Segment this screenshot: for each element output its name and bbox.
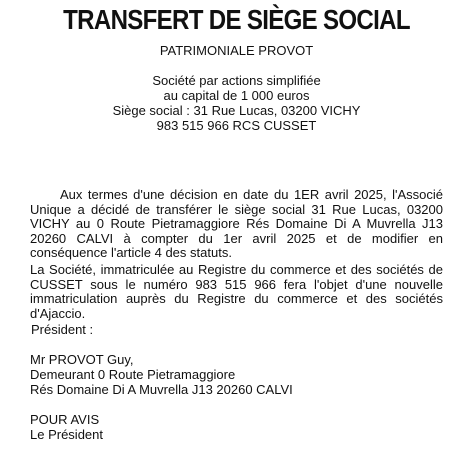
signatory-block bbox=[30, 352, 293, 397]
registration-paragraph bbox=[30, 263, 443, 321]
transfer-decision-paragraph bbox=[30, 188, 443, 261]
closing-signatory-title: Le Président bbox=[30, 427, 103, 442]
share-capital: au capital de 1 000 euros bbox=[163, 88, 310, 103]
registered-office: Siège social : 31 Rue Lucas, 03200 VICHY bbox=[112, 103, 361, 118]
closing-block bbox=[30, 412, 103, 442]
pour-avis: POUR AVIS bbox=[30, 412, 100, 427]
president-label: Président : bbox=[31, 322, 94, 337]
notice-title: TRANSFERT DE SIÈGE SOCIAL bbox=[63, 4, 410, 35]
transfer-decision-text: Aux termes d'une décision en date du 1ER avril 2025, l'Associé Unique a décidé de transférer le siège social 31 Rue Lucas, 03200 VICHY au 0 Route Pietramaggiore Rés Domaine Di A Muvrella J13 20260 CALVI à compter du 1er avril 2025 et de modifier en conséquence l'article 4 des statuts. bbox=[30, 187, 443, 260]
signatory-name: Mr PROVOT Guy, bbox=[30, 352, 134, 367]
company-name: PATRIMONIALE PROVOT bbox=[159, 43, 314, 58]
legal-form: Société par actions simplifiée bbox=[152, 73, 321, 88]
signatory-address-line-2: Rés Domaine Di A Muvrella J13 20260 CALVI bbox=[30, 382, 293, 397]
signatory-address-line-1: Demeurant 0 Route Pietramaggiore bbox=[30, 367, 236, 382]
company-legal-info bbox=[0, 73, 473, 133]
registration-number: 983 515 966 RCS CUSSET bbox=[156, 118, 317, 133]
registration-text: La Société, immatriculée au Registre du commerce et des sociétés de CUSSET sous le numéro 983 515 966 fera l'objet d'une nouvelle immatriculation auprès du Registre du commerce et des sociétés d'Ajaccio. bbox=[30, 262, 443, 321]
